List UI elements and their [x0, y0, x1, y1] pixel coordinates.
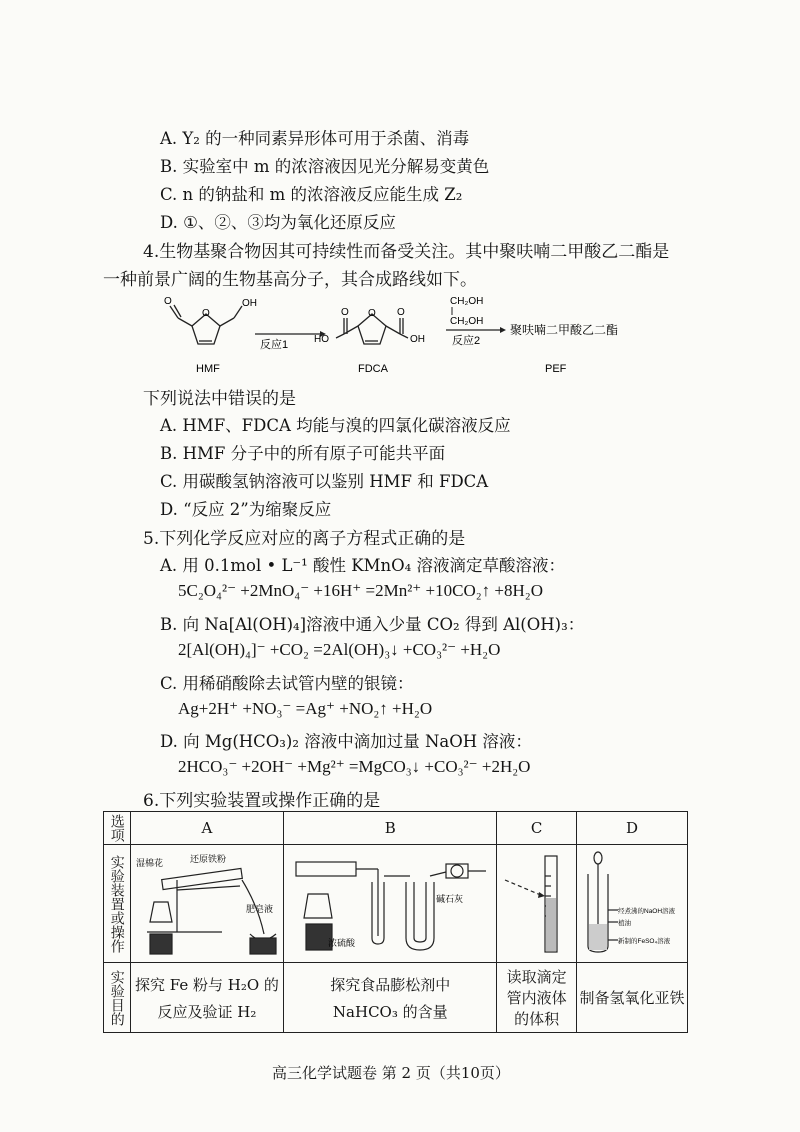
col-header-d: D — [577, 812, 688, 845]
q5-option-d-equation: 2HCO₃⁻ +2OH⁻ +Mg²⁺ =MgCO₃↓ +CO₃²⁻ +2H₂O — [178, 757, 531, 776]
q5-option-b-equation: 2[Al(OH)₄]⁻ +CO₂ =2Al(OH)₃↓ +CO₃²⁻ +H₂O — [178, 640, 501, 659]
pef-product: 聚呋喃二甲酸乙二酯 — [510, 323, 619, 337]
q3-option-b: B. 实验室中 m 的浓溶液因见光分解易变黄色 — [160, 157, 490, 176]
q5-option-a-text: A. 用 0.1mol • L⁻¹ 酸性 KMnO₄ 溶液滴定草酸溶液： — [160, 556, 565, 575]
q3-option-d: D. ①、②、③均为氧化还原反应 — [160, 213, 396, 232]
reaction1-label: 反应1 — [260, 339, 289, 351]
reaction2-label: 反应2 — [452, 335, 481, 347]
apparatus-d-cell — [577, 845, 688, 963]
reagent-bottom: CH₂OH — [450, 316, 484, 327]
label-conc-sulfuric-acid: 浓硫酸 — [328, 937, 356, 948]
page-footer: 高三化学试题卷 第 2 页（共10页） — [272, 1064, 510, 1082]
q4-prompt: 下列说法中错误的是 — [143, 389, 296, 409]
pef-label: PEF — [545, 363, 567, 375]
q6-stem: 6.下列实验装置或操作正确的是 — [143, 791, 381, 811]
q4-option-c: C. 用碳酸氢钠溶液可以鉴别 HMF 和 FDCA — [160, 472, 489, 491]
purpose-b-line1: 探究食品膨松剂中 — [330, 975, 451, 994]
label-wet-cotton: 湿棉花 — [135, 857, 163, 868]
q3-option-a: A. Y₂ 的一种同素异形体可用于杀菌、消毒 — [160, 129, 470, 148]
purpose-b-line2: NaHCO₃ 的含量 — [332, 1002, 448, 1021]
col-header-c: C — [497, 812, 577, 845]
header-option-label: 选项 — [108, 814, 125, 842]
purpose-c-line3: 的体积 — [514, 1010, 560, 1028]
reagent-top: CH₂OH — [450, 296, 484, 307]
row-purpose-label: 实验目的 — [108, 969, 125, 1026]
purpose-c-cell — [497, 963, 577, 1033]
synthesis-scheme — [150, 290, 630, 380]
row-apparatus-label-cell — [104, 845, 131, 963]
q5-option-d-text: D. 向 Mg(HCO₃)₂ 溶液中滴加过量 NaOH 溶液： — [160, 732, 532, 751]
q3-option-c: C. n 的钠盐和 m 的浓溶液反应能生成 Z₂ — [160, 185, 463, 204]
fdca-carbonyl-o-left: O — [341, 307, 349, 318]
q4-option-d: D. “反应 2”为缩聚反应 — [160, 500, 332, 519]
purpose-c-line2: 管内液体 — [506, 989, 567, 1007]
col-header-a: A — [130, 812, 284, 845]
hmf-oh: OH — [242, 298, 257, 309]
purpose-b-cell — [284, 963, 497, 1033]
purpose-a-line1: 探究 Fe 粉与 H₂O 的 — [134, 975, 279, 994]
fdca-label: FDCA — [358, 363, 388, 375]
label-soap-solution: 肥皂液 — [245, 903, 273, 914]
apparatus-a-diagram — [132, 846, 282, 958]
purpose-d-cell: 制备氢氧化亚铁 — [577, 963, 688, 1033]
apparatus-c-diagram — [499, 846, 575, 958]
fdca-oh: OH — [410, 334, 425, 345]
apparatus-d-diagram — [578, 846, 686, 958]
apparatus-c-cell — [497, 845, 577, 963]
fdca-ho: HO — [314, 334, 329, 345]
hmf-label: HMF — [196, 363, 220, 375]
q4-option-a: A. HMF、FDCA 均能与溴的四氯化碳溶液反应 — [160, 416, 511, 435]
fdca-carbonyl-o-right: O — [397, 307, 405, 318]
purpose-c-line1: 读取滴定 — [506, 968, 567, 986]
q4-stem-line1: 4.生物基聚合物因其可持续性而备受关注。其中聚呋喃二甲酸乙二酯是 — [143, 242, 670, 262]
label-fresh-feso4: 新制的FeSO₄溶液 — [618, 937, 671, 945]
q4-option-b: B. HMF 分子中的所有原子可能共平面 — [160, 444, 446, 463]
col-header-b: B — [284, 812, 497, 845]
q5-option-c-equation: Ag+2H⁺ +NO₃⁻ =Ag⁺ +NO₂↑ +H₂O — [178, 699, 433, 718]
apparatus-b-diagram — [286, 846, 494, 958]
apparatus-a-cell — [130, 845, 284, 963]
hmf-ring-o: O — [202, 308, 210, 319]
q5-stem: 5.下列化学反应对应的离子方程式正确的是 — [143, 529, 466, 549]
apparatus-b-cell — [284, 845, 497, 963]
hmf-aldehyde-o: O — [164, 296, 172, 307]
table-header-label-cell — [104, 812, 131, 845]
label-boiled-naoh: 经煮沸的NaOH溶液 — [618, 907, 676, 915]
purpose-a-line2: 反应及验证 H₂ — [157, 1002, 257, 1021]
fdca-ring-o: O — [368, 308, 376, 319]
purpose-a-cell — [130, 963, 284, 1033]
q5-option-c-text: C. 用稀硝酸除去试管内壁的银镜： — [160, 674, 414, 693]
q5-option-a-equation: 5C₂O₄²⁻ +2MnO₄⁻ +16H⁺ =2Mn²⁺ +10CO₂↑ +8H₂O — [178, 581, 543, 600]
q4-stem-line2: 一种前景广阔的生物基高分子，其合成路线如下。 — [103, 270, 477, 290]
label-vegetable-oil: 植油 — [618, 919, 632, 927]
row-purpose-label-cell — [104, 963, 131, 1033]
experiment-table — [103, 811, 688, 1033]
row-apparatus-label: 实验装置或操作 — [108, 854, 125, 953]
label-soda-lime: 碱石灰 — [436, 893, 464, 904]
label-iron-powder: 还原铁粉 — [189, 853, 226, 864]
q5-option-b-text: B. 向 Na[Al(OH)₄]溶液中通入少量 CO₂ 得到 Al(OH)₃： — [160, 615, 585, 634]
